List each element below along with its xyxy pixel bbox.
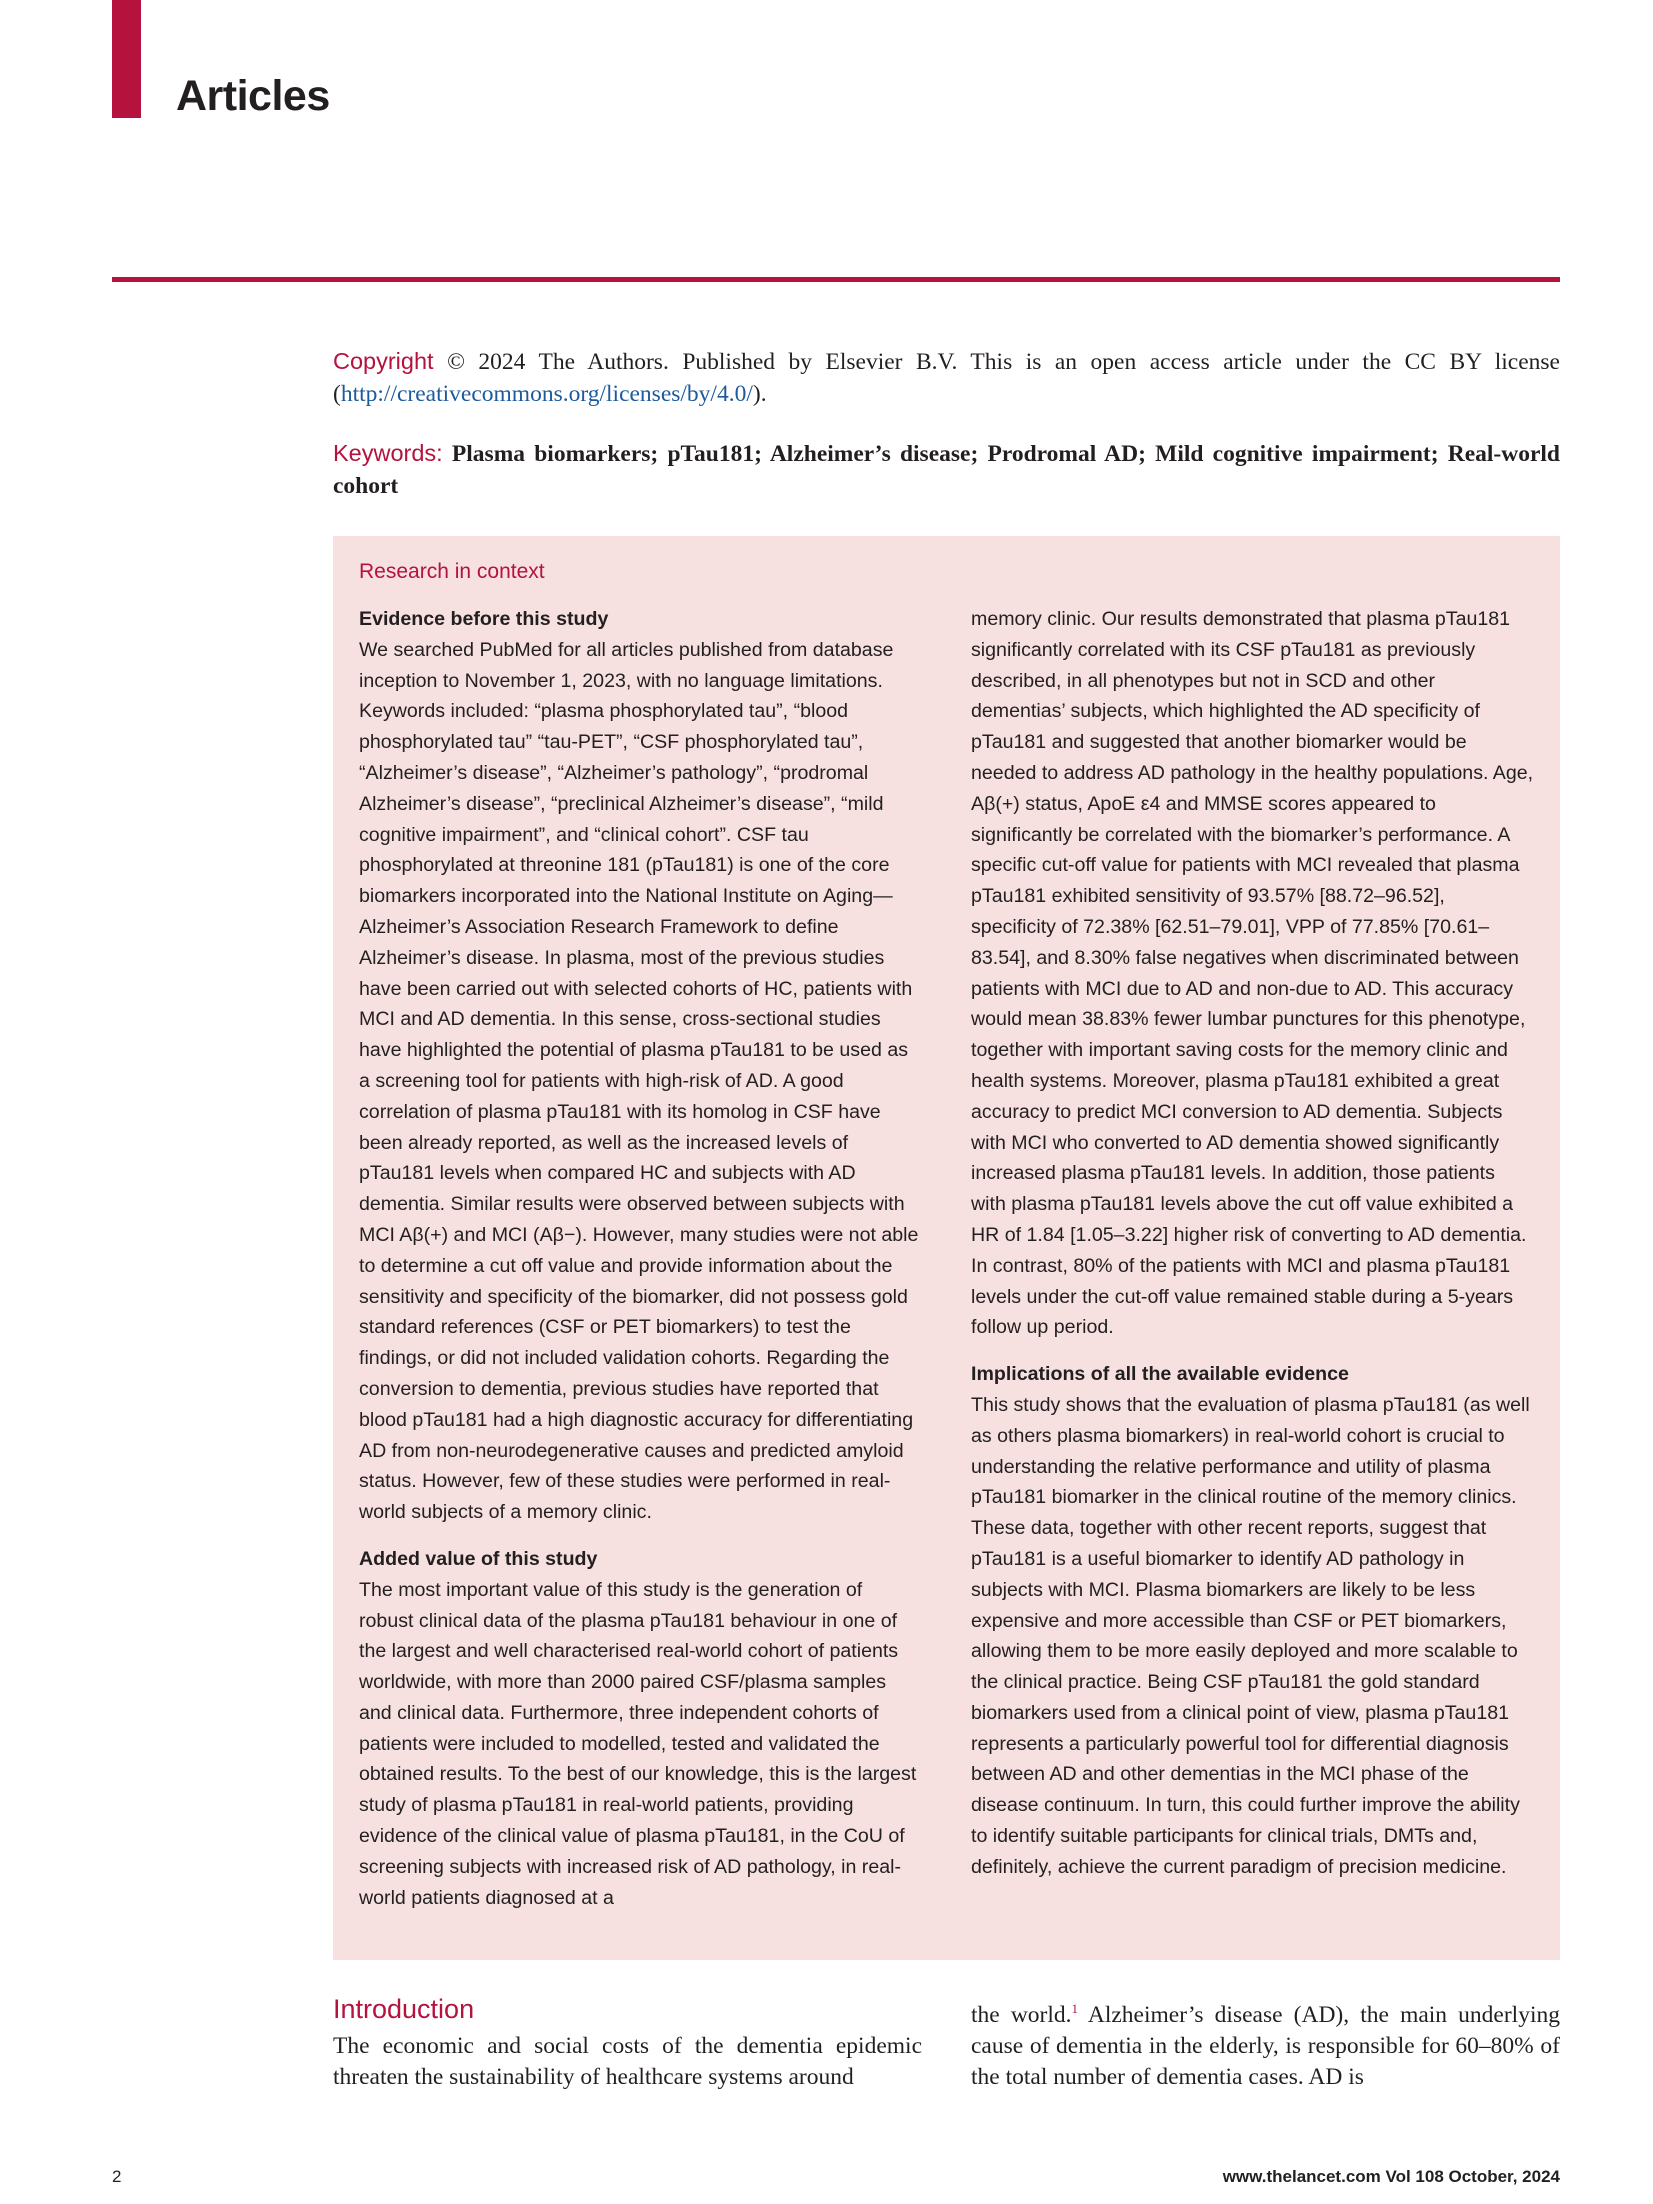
keywords-label: Keywords: (333, 440, 443, 466)
keywords (333, 437, 1560, 502)
research-in-context-left-column (359, 604, 922, 1929)
copyright-notice (333, 345, 1560, 410)
header-rule (112, 277, 1560, 282)
introduction-text-right-a: the world. (971, 2002, 1072, 2028)
added-value-heading: Added value of this study (359, 1547, 598, 1570)
journal-footer: www.thelancet.com Vol 108 October, 2024 (1222, 2167, 1560, 2186)
section-label: Articles (176, 72, 330, 120)
added-value-text: The most important value of this study is the generation of robust clinical data of the plasma pTau181 behaviour in one of the largest and well characterised real-world cohort of patients worldwide, with more than 2000 paired CSF/plasma samples and clinical data. Furthermore, three independent cohorts of patients were included to modelled, tested and validated the obtained results. To the best of our knowledge, this is the largest study of plasma pTau181 in real-world patients, providing evidence of the clinical value of plasma pTau181, in the CoU of screening subjects with increased risk of AD pathology, in real-world patients diagnosed at a (359, 1578, 917, 1909)
evidence-text: We searched PubMed for all articles published from database inception to November 1, 2023, with no language limitations. Keywords included: “plasma phosphorylated tau”, “blood phosphorylated tau” “tau-PET”, “CSF phosphorylated tau”, “Alzheimer’s disease”, “Alzheimer’s pathology”, “prodromal Alzheimer’s disease”, “preclinical Alzheimer’s disease”, “mild cognitive impairment”, and “clinical cohort”. CSF tau phosphorylated at threonine 181 (pTau181) is one of the core biomarkers incorporated into the National Institute on Aging—Alzheimer’s Association Research Framework to define Alzheimer’s disease. In plasma, most of the previous studies have been carried out with selected cohorts of HC, patients with MCI and AD dementia. In this sense, cross-sectional studies have highlighted the potential of plasma pTau181 to be used as a screening tool for patients with high-risk of AD. A good correlation of plasma pTau181 with its homolog in CSF have been already reported, as well as the increased levels of pTau181 levels when compared HC and subjects with AD dementia. Similar results were observed between subjects with MCI Aβ(+) and MCI (Aβ−). However, many studies were not able to determine a cut off value and provide information about the sensitivity and specificity of the biomarker, did not possess gold standard references (CSF or PET biomarkers) to test the findings, or did not included validation cohorts. Regarding the conversion to dementia, previous studies have reported that blood pTau181 had a high diagnostic accuracy for differentiating AD from non-neurodegenerative causes and predicted amyloid status. However, few of these studies were performed in real-world subjects of a memory clinic. (359, 638, 919, 1524)
page-number: 2 (112, 2167, 122, 2186)
copyright-close: ). (752, 381, 767, 407)
journal-accent-bar (112, 0, 141, 118)
keywords-text: Plasma biomarkers; pTau181; Alzheimer’s disease; Prodromal AD; Mild cognitive impairment; Real-world cohort (333, 441, 1560, 499)
reference-1-link[interactable]: 1 (1071, 2001, 1079, 2017)
license-link[interactable]: http://creativecommons.org/licenses/by/4.0/ (340, 381, 753, 407)
copyright-label: Copyright (333, 348, 434, 374)
research-in-context-right-column (971, 604, 1534, 1899)
introduction-text-left: The economic and social costs of the dementia epidemic threaten the sustainability of healthcare systems around (333, 2033, 922, 2090)
implications-heading: Implications of all the available evidence (971, 1363, 1349, 1386)
copyright-text: © 2024 The Authors. Published by Elsevier B.V. This is an open access article under the CC BY license ( (333, 349, 1560, 407)
research-in-context-panel (333, 536, 1560, 1960)
introduction-heading: Introduction (333, 1994, 475, 2024)
evidence-heading: Evidence before this study (359, 608, 609, 630)
added-value-text-continued: memory clinic. Our results demonstrated that plasma pTau181 significantly correlated with its CSF pTau181 as previously described, in all phenotypes but not in SCD and other dementias’ subjects, which highlighted the AD specificity of pTau181 and suggested that another biomarker would be needed to address AD pathology in the healthy populations. Age, Aβ(+) status, ApoE ε4 and MMSE scores appeared to significantly be correlated with the biomarker’s performance. A specific cut-off value for patients with MCI revealed that plasma pTau181 exhibited sensitivity of 93.57% [88.72–96.52], specificity of 72.38% [62.51–79.01], VPP of 77.85% [70.61–83.54], and 8.30% false negatives when discriminated between patients with MCI due to AD and non-due to AD. This accuracy would mean 38.83% fewer lumbar punctures for this phenotype, together with important saving costs for the memory clinic and health systems. Moreover, plasma pTau181 exhibited a great accuracy to predict MCI conversion to AD dementia. Subjects with MCI who converted to AD dementia showed significantly increased plasma pTau181 levels. In addition, those patients with plasma pTau181 levels above the cut off value exhibited a HR of 1.84 [1.05–3.22] higher risk of converting to AD dementia. In contrast, 80% of the patients with MCI and plasma pTau181 levels under the cut-off value remained stable during a 5-years follow up period. (971, 608, 1534, 1339)
introduction-text-right (971, 2000, 1560, 2093)
introduction-text-right-b: Alzheimer’s disease (AD), the main underlying cause of dementia in the elderly, is responsible for 60–80% of the total number of dementia cases. AD is (971, 2002, 1560, 2090)
implications-text: This study shows that the evaluation of plasma pTau181 (as well as others plasma biomarkers) in real-world cohort is crucial to understanding the relative performance and utility of plasma pTau181 biomarker in the clinical routine of the memory clinics. These data, together with other recent reports, suggest that pTau181 is a useful biomarker to identify AD pathology in subjects with MCI. Plasma biomarkers are likely to be less expensive and more accessible than CSF or PET biomarkers, allowing them to be more easily deployed and more scalable to the clinical practice. Being CSF pTau181 the gold standard biomarkers used from a clinical point of view, plasma pTau181 represents a particularly powerful tool for differential diagnosis between AD and other dementias in the MCI phase of the disease continuum. In turn, this could further improve the ability to identify suitable participants for clinical trials, DMTs and, definitely, achieve the current paradigm of precision medicine. (971, 1393, 1530, 1878)
research-in-context-title: Research in context (359, 560, 545, 583)
